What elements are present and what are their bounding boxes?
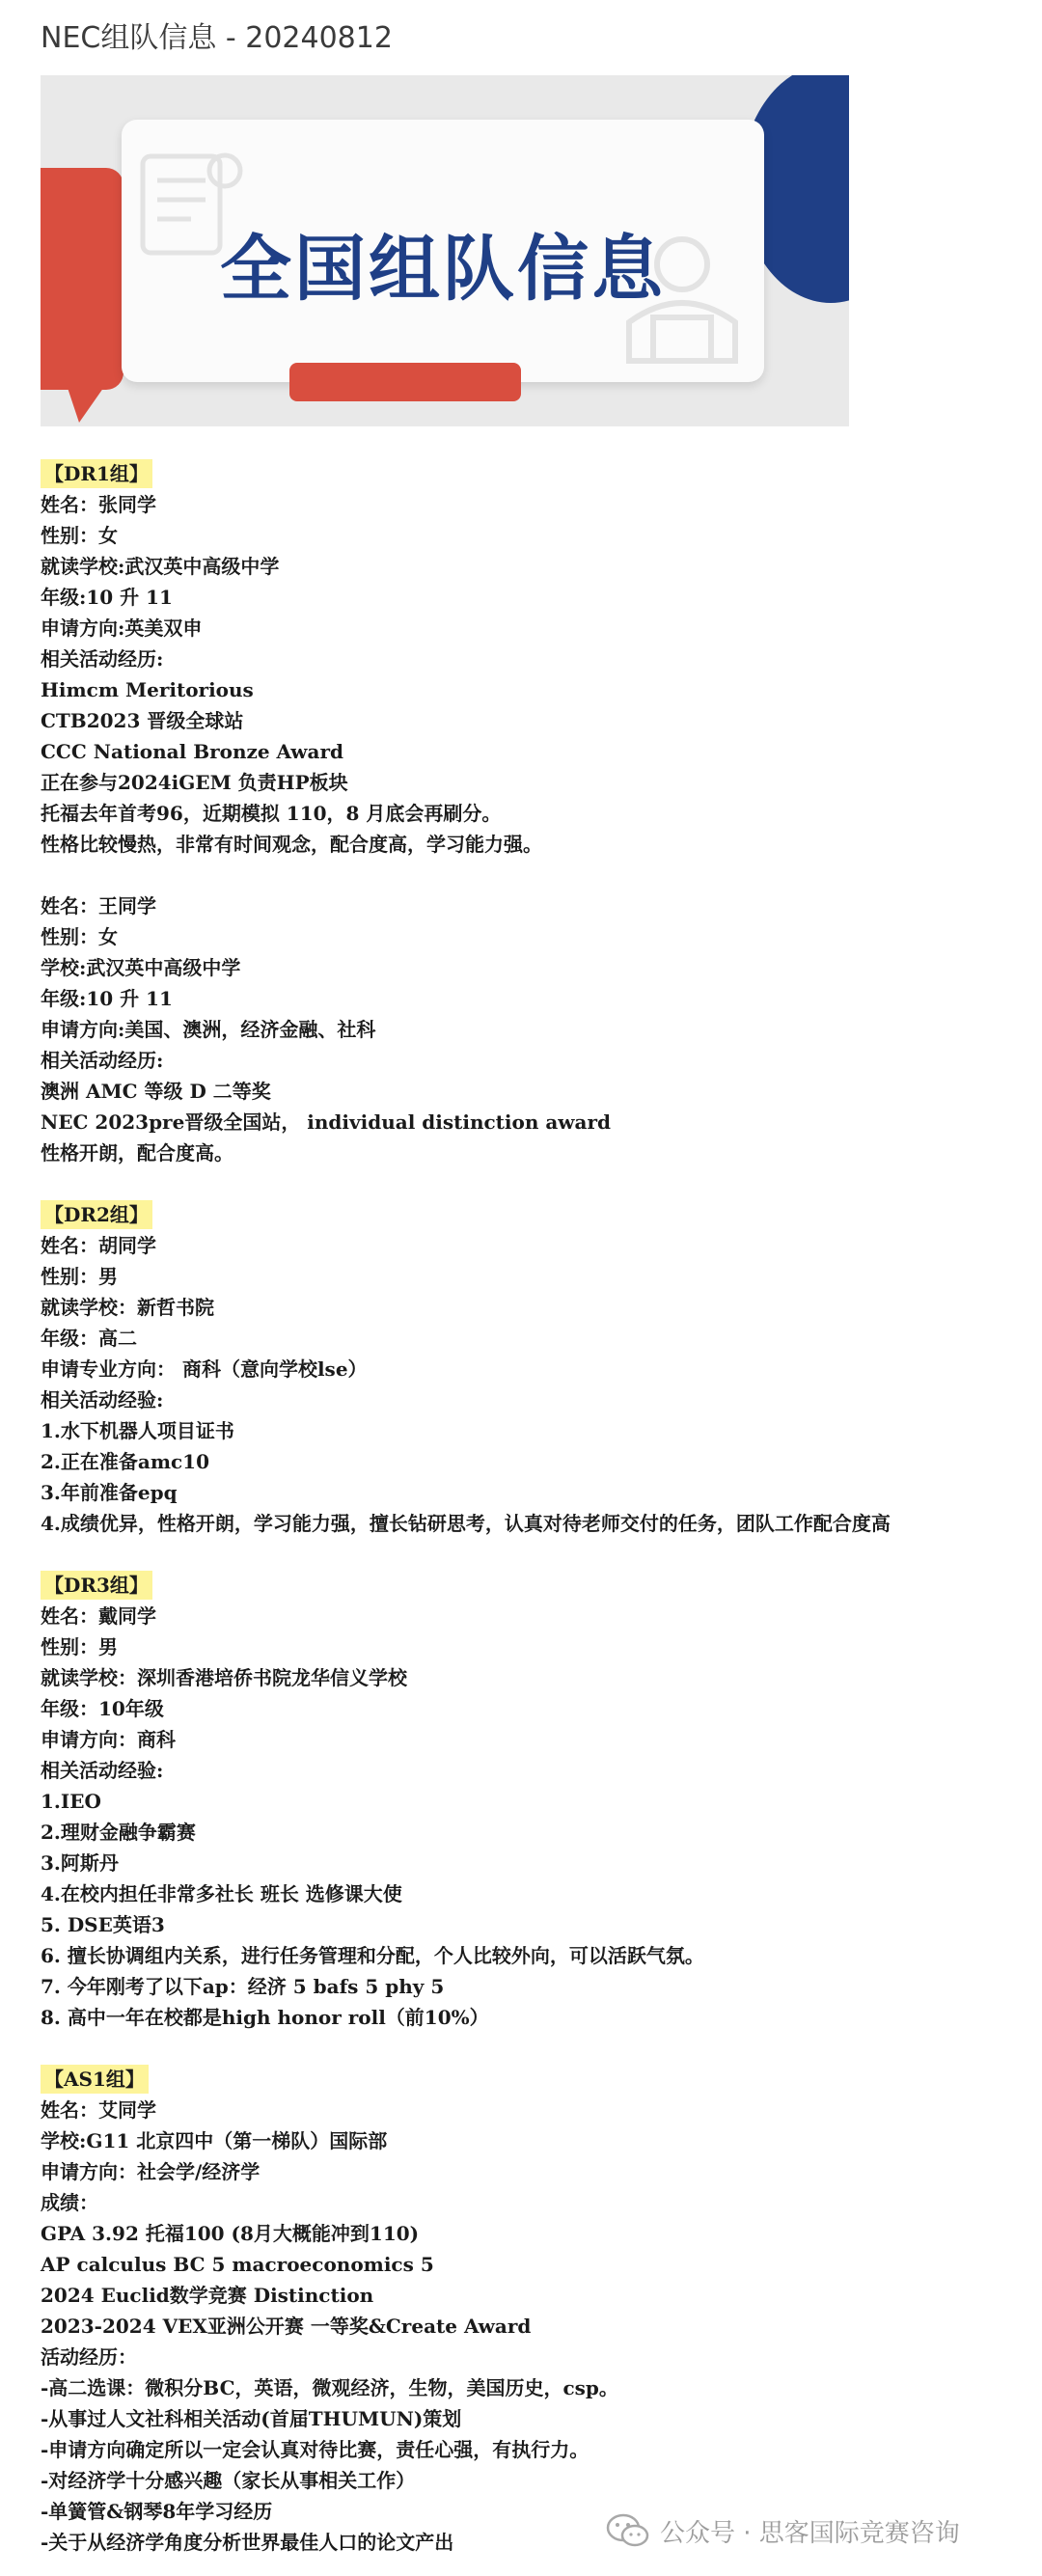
- spacer: [41, 1168, 1005, 1199]
- info-line: 活动经历：: [41, 2345, 137, 2369]
- info-line: 5. DSE英语3: [41, 1913, 165, 1936]
- info-line: 正在参与2024iGEM 负责HP板块: [41, 771, 348, 794]
- group-title-dr1: 【DR1组】: [41, 459, 152, 488]
- page-title: NEC组队信息 - 20240812: [41, 21, 393, 55]
- info-line: 4.成绩优异，性格开朗，学习能力强，擅长钻研思考，认真对待老师交付的任务，团队工作配合度高: [41, 1512, 891, 1535]
- info-line: 7. 今年刚考了以下ap：经济 5 bafs 5 phy 5: [41, 1975, 445, 1998]
- banner-image: [41, 75, 849, 426]
- info-line: 年级：高二: [41, 1327, 137, 1350]
- info-line: 4.在校内担任非常多社长 班长 选修课大使: [41, 1882, 402, 1905]
- info-line: 申请方向:英美双申: [41, 617, 203, 640]
- info-line: 澳洲 AMC 等级 D 二等奖: [41, 1080, 271, 1103]
- info-line: 姓名：胡同学: [41, 1234, 156, 1257]
- info-line: 2.正在准备amc10: [41, 1450, 210, 1473]
- spacer: [41, 1539, 1005, 1570]
- info-line: 1.水下机器人项目证书: [41, 1419, 234, 1442]
- spacer: [41, 860, 1005, 891]
- info-line: 3.年前准备epq: [41, 1481, 178, 1504]
- info-line: NEC 2023pre晋级全国站， individual distinction award: [41, 1110, 611, 1134]
- info-line: 学校:武汉英中高级中学: [41, 956, 241, 979]
- info-line: 就读学校:武汉英中高级中学: [41, 555, 280, 578]
- info-line: 托福去年首考96，近期模拟 110，8 月底会再刷分。: [41, 802, 502, 825]
- info-line: 年级:10 升 11: [41, 987, 173, 1010]
- info-line: -申请方向确定所以一定会认真对待比赛，责任心强，有执行力。: [41, 2438, 590, 2461]
- info-line: 姓名：戴同学: [41, 1604, 156, 1628]
- info-line: 性格开朗，配合度高。: [41, 1141, 233, 1165]
- info-line: 3.阿斯丹: [41, 1851, 119, 1875]
- banner-red-shape: [41, 168, 123, 390]
- info-line: 性格比较慢热，非常有时间观念，配合度高，学习能力强。: [41, 833, 542, 856]
- info-line: 相关活动经验:: [41, 1388, 164, 1411]
- info-line: Himcm Meritorious: [41, 678, 254, 701]
- info-line: 姓名：艾同学: [41, 2098, 156, 2122]
- info-line: 性别：男: [41, 1635, 118, 1658]
- info-line: 2.理财金融争霸赛: [41, 1821, 196, 1844]
- banner-red-tail: [60, 365, 120, 423]
- info-line: 6. 擅长协调组内关系，进行任务管理和分配，个人比较外向，可以活跃气氛。: [41, 1944, 704, 1967]
- info-line: 学校:G11 北京四中（第一梯队）国际部: [41, 2129, 388, 2152]
- info-line: 性别：女: [41, 925, 118, 948]
- info-line: -对经济学十分感兴趣（家长从事相关工作）: [41, 2469, 416, 2492]
- info-line: 申请方向：社会学/经济学: [41, 2160, 260, 2183]
- banner-pill: [289, 363, 521, 401]
- info-line: 姓名：张同学: [41, 493, 156, 516]
- info-line: AP calculus BC 5 macroeconomics 5: [41, 2253, 434, 2276]
- info-line: -单簧管&钢琴8年学习经历: [41, 2500, 273, 2523]
- info-line: 相关活动经验:: [41, 1759, 164, 1782]
- group-title-dr3: 【DR3组】: [41, 1571, 152, 1600]
- watermark-text: 公众号 · 思客国际竞赛咨询: [660, 2518, 960, 2548]
- group-title-dr2: 【DR2组】: [41, 1200, 152, 1229]
- info-line: -从事过人文社科相关活动(首届THUMUN)策划: [41, 2407, 462, 2430]
- group-title-as1: 【AS1组】: [41, 2065, 149, 2094]
- info-line: -关于从经济学角度分析世界最佳人口的论文产出: [41, 2531, 454, 2554]
- banner-heading: 全国组队信息: [220, 228, 666, 311]
- wechat-watermark: [606, 2512, 960, 2549]
- info-line: 1.IEO: [41, 1790, 101, 1813]
- info-line: 相关活动经历:: [41, 647, 164, 671]
- info-line: 性别：男: [41, 1265, 118, 1288]
- info-line: 相关活动经历:: [41, 1049, 164, 1072]
- info-line: 性别：女: [41, 524, 118, 547]
- team-info-content: [41, 458, 1005, 2558]
- info-line: 年级：10年级: [41, 1697, 164, 1720]
- info-line: 2023-2024 VEX亚洲公开赛 一等奖&Create Award: [41, 2315, 532, 2338]
- banner-card: [122, 120, 764, 382]
- info-line: 就读学校：新哲书院: [41, 1296, 214, 1319]
- info-line: -高二选课：微积分BC，英语，微观经济，生物，美国历史，csp。: [41, 2376, 618, 2399]
- info-line: GPA 3.92 托福100 (8月大概能冲到110): [41, 2222, 420, 2245]
- info-line: 申请专业方向： 商科（意向学校lse）: [41, 1357, 368, 1381]
- info-line: 年级:10 升 11: [41, 586, 173, 609]
- info-line: 2024 Euclid数学竞赛 Distinction: [41, 2284, 374, 2307]
- info-line: 成绩：: [41, 2191, 98, 2214]
- info-line: 申请方向:美国、澳洲，经济金融、社科: [41, 1018, 376, 1041]
- info-line: 姓名：王同学: [41, 894, 156, 918]
- spacer: [41, 2033, 1005, 2064]
- wechat-icon: [606, 2512, 650, 2549]
- info-line: 申请方向：商科: [41, 1728, 176, 1751]
- info-line: CTB2023 晋级全球站: [41, 709, 244, 732]
- info-line: CCC National Bronze Award: [41, 740, 343, 763]
- info-line: 就读学校：深圳香港培侨书院龙华信义学校: [41, 1666, 407, 1689]
- info-line: 8. 高中一年在校都是high honor roll（前10%）: [41, 2006, 489, 2029]
